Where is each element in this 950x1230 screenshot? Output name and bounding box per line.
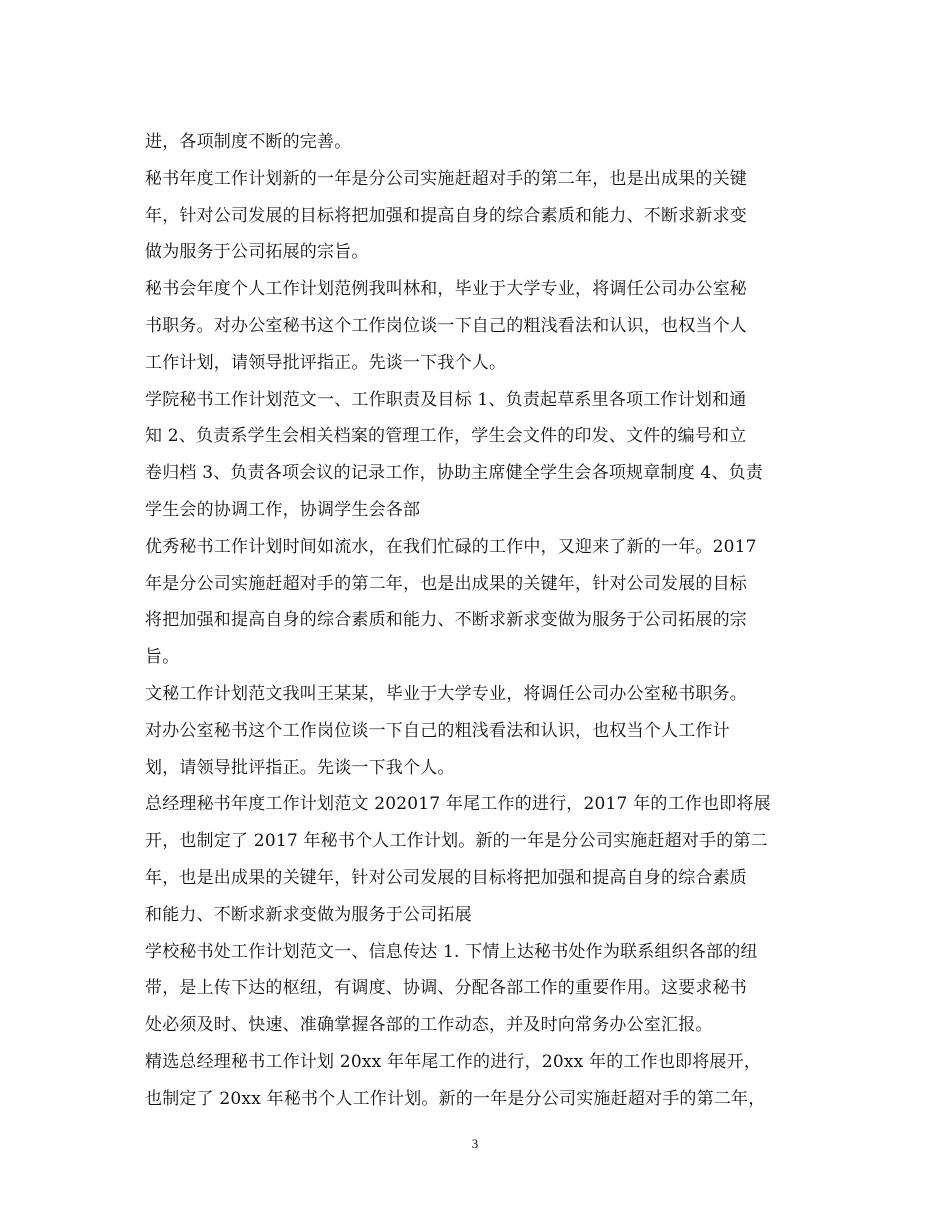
text-line: 进，各项制度不断的完善。 <box>145 132 352 152</box>
text-line: 精选总经理秘书工作计划 20xx 年年尾工作的进行，20xx 年的工作也即将展开， <box>145 1051 762 1072</box>
text-line: 学校秘书处工作计划范文一、信息传达 1. 下情上达秘书处作为联系组织各部的纽 <box>145 941 758 962</box>
text-line: 秘书年度工作计划新的一年是分公司实施赶超对手的第二年，也是出成果的关键 <box>145 168 747 189</box>
text-line: 书职务。对办公室秘书这个工作岗位谈一下自己的粗浅看法和认识，也权当个人 <box>145 315 747 336</box>
text-line: 优秀秘书工作计划时间如流水，在我们忙碌的工作中，又迎来了新的一年。2017 <box>145 536 757 557</box>
text-line: 年，针对公司发展的目标将把加强和提高自身的综合素质和能力、不断求新求变 <box>145 205 747 226</box>
text-line: 也制定了 20xx 年秘书个人工作计划。新的一年是分公司实施赶超对手的第二年， <box>145 1088 766 1109</box>
text-line: 工作计划，请领导批评指正。先谈一下我个人。 <box>145 352 507 373</box>
text-line: 总经理秘书年度工作计划范文 202017 年尾工作的进行，2017 年的工作也即将展 <box>145 794 771 815</box>
page-number: 3 <box>471 1136 479 1151</box>
text-line: 知 2、负责系学生会相关档案的管理工作，学生会文件的印发、文件的编号和立 <box>145 426 747 447</box>
text-line: 年，也是出成果的关键年，针对公司发展的目标将把加强和提高自身的综合素质 <box>145 867 747 888</box>
text-line: 开，也制定了 2017 年秘书个人工作计划。新的一年是分公司实施赶超对手的第二 <box>145 831 768 852</box>
text-line: 学生会的协调工作，协调学生会各部 <box>145 499 421 520</box>
text-line: 年是分公司实施赶超对手的第二年，也是出成果的关键年，针对公司发展的目标 <box>145 573 747 594</box>
text-line: 划，请领导批评指正。先谈一下我个人。 <box>145 757 455 778</box>
text-line: 学院秘书工作计划范文一、工作职责及目标 1、负责起草系里各项工作计划和通 <box>145 389 747 410</box>
text-line: 带，是上传下达的枢纽，有调度、协调、分配各部工作的重要作用。这要求秘书 <box>145 978 747 999</box>
text-line: 秘书会年度个人工作计划范例我叫林和，毕业于大学专业，将调任公司办公室秘 <box>145 279 747 300</box>
text-line: 将把加强和提高自身的综合素质和能力、不断求新求变做为服务于公司拓展的宗 <box>145 610 747 631</box>
text-line: 和能力、不断求新求变做为服务于公司拓展 <box>145 904 472 925</box>
text-line: 旨。 <box>145 647 180 668</box>
text-line: 做为服务于公司拓展的宗旨。 <box>145 242 369 263</box>
body-text <box>145 124 810 1118</box>
text-line: 卷归档 3、负责各项会议的记录工作，协助主席健全学生会各项规章制度 4、负责 <box>145 463 764 484</box>
text-line: 对办公室秘书这个工作岗位谈一下自己的粗浅看法和认识，也权当个人工作计 <box>145 720 730 741</box>
text-line: 文秘工作计划范文我叫王某某，毕业于大学专业，将调任公司办公室秘书职务。 <box>145 683 747 704</box>
text-line: 处必须及时、快速、准确掌握各部的工作动态，并及时向常务办公室汇报。 <box>145 1015 713 1036</box>
